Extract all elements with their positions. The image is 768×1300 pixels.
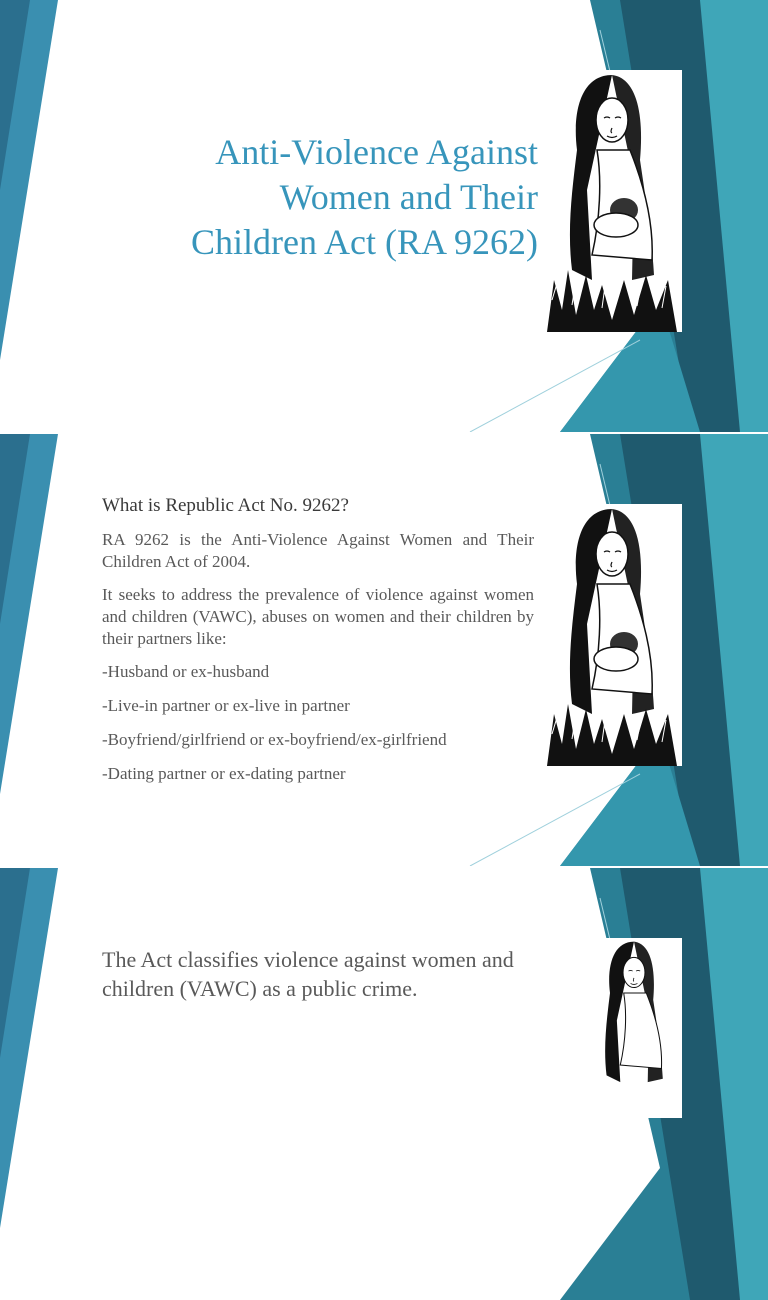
definition-paragraph: RA 9262 is the Anti-Violence Against Women and Their Children Act of 2004. bbox=[102, 530, 534, 571]
list-item: -Dating partner or ex-dating partner bbox=[102, 764, 346, 783]
mother-and-child-illustration bbox=[542, 70, 682, 332]
slide-title bbox=[0, 0, 768, 432]
title-line-1: Anti-Violence Against bbox=[215, 132, 538, 172]
slide-definition bbox=[0, 434, 768, 866]
slide-title-text bbox=[100, 130, 538, 265]
mother-and-child-illustration bbox=[586, 938, 682, 1118]
title-line-2: Women and Their bbox=[279, 177, 538, 217]
mother-and-child-illustration bbox=[542, 504, 682, 766]
slide-body bbox=[102, 529, 534, 797]
slide-classification bbox=[0, 868, 768, 1300]
title-line-3: Children Act (RA 9262) bbox=[191, 222, 538, 262]
list-item: -Live-in partner or ex-live in partner bbox=[102, 696, 350, 715]
list-item: -Husband or ex-husband bbox=[102, 662, 270, 681]
list-item: -Boyfriend/girlfriend or ex-boyfriend/ex-girlfriend bbox=[102, 730, 447, 749]
slide-body: The Act classifies violence against women and children (VAWC) as a public crime. bbox=[102, 947, 514, 1001]
slide-heading: What is Republic Act No. 9262? bbox=[102, 495, 349, 516]
purpose-paragraph: It seeks to address the prevalence of violence against women and children (VAWC), abuses on women and their children by their partners like: bbox=[102, 585, 534, 648]
